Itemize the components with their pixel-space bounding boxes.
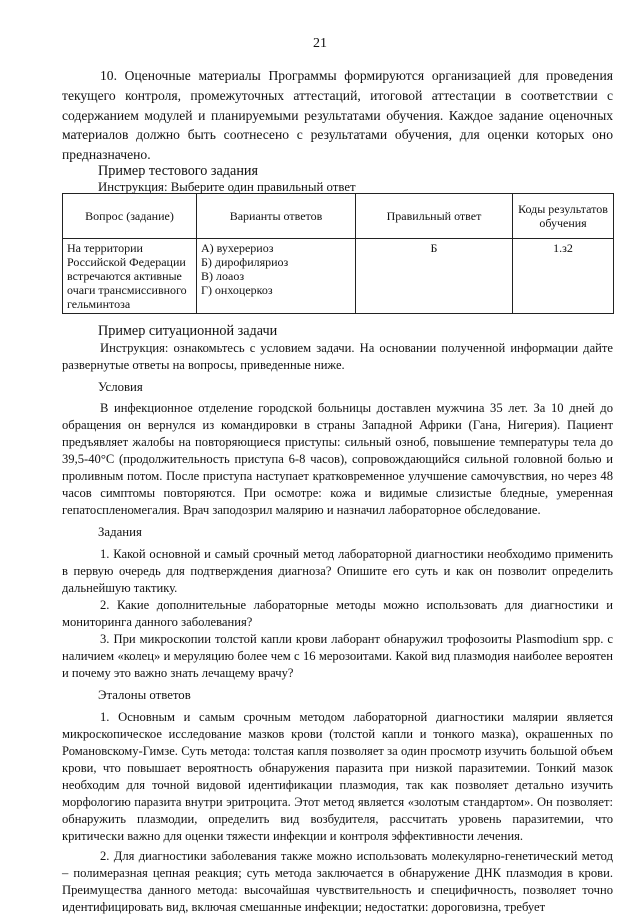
- conditions-heading: Условия: [98, 380, 143, 394]
- answers-heading: Эталоны ответов: [98, 688, 191, 702]
- question-cell: На территории Российской Федерации встречаются активные очаги трансмиссивного гельминтоза: [63, 239, 197, 314]
- answer-1: 1. Основным и самым срочным методом лабораторной диагностики малярии является микроскопическое исследование мазков крови (толстой капли и тонкого мазка), окрашенных по Романовскому-Гимзе. Суть метода: толстая капля позволяет за один просмотр изучить большой объем крови, что повышает вероятность обнаружения паразита при низкой паразитемии. Тонкий мазок необходим для точной видовой идентификации плазмодия, так как позволяет детально изучить морфологию паразита внутри эритроцита. Этот метод является «золотым стандартом». Он позволяет: обнаружить плазмодии, определить вид возбудителя, рассчитать уровень паразитемии, что критически важно для оценки тяжести инфекции и контроля эффективности лечения.: [62, 710, 613, 843]
- intro-paragraph: 10. Оценочные материалы Программы формируются организацией для проведения текущего контроля, промежуточных аттестаций, итоговой аттестации в соответствии с содержанием модулей и планируемыми результатами обучения. Каждое задание оценочных материалов должно быть соотнесено с результатами обучения, для оценки которых оно предназначено.: [62, 68, 613, 163]
- correct-answer-cell: Б: [356, 239, 513, 314]
- option-a: А) вухерериоз: [201, 241, 274, 255]
- test-example-section: [0, 163, 640, 195]
- answer-2: 2. Для диагностики заболевания также можно использовать молекулярно-генетический метод – полимеразная цепная реакция; суть метода заключается в обнаружение ДНК плазмодия в крови. Преимущества данного метода: высочайшая чувствительность и специфичность, позволяет точно идентифицировать вид, включая смешанные инфекции; недостатки: дороговизна, требует: [62, 849, 613, 914]
- option-d: Г) онхоцеркоз: [201, 283, 273, 297]
- page-number: 21: [313, 36, 327, 51]
- test-example-heading: Пример тестового задания: [98, 163, 259, 179]
- test-table: [62, 193, 614, 314]
- tasks-heading: Задания: [98, 525, 142, 539]
- result-code-cell: 1.з2: [513, 239, 614, 314]
- test-example-instruction: Инструкция: Выберите один правильный ответ: [98, 180, 356, 194]
- header-options: Варианты ответов: [197, 194, 356, 239]
- situational-heading: Пример ситуационной задачи: [98, 323, 278, 339]
- table-header-row: [63, 194, 614, 239]
- options-cell: [197, 239, 356, 314]
- situational-instruction: Инструкция: ознакомьтесь с условием задачи. На основании полученной информации дайте развернутые ответы на вопросы, приведенные ниже.: [62, 341, 613, 372]
- header-question: Вопрос (задание): [63, 194, 197, 239]
- option-c: В) лоаоз: [201, 269, 245, 283]
- task-1: 1. Какой основной и самый срочный метод лабораторной диагностики необходимо применить в первую очередь для подтверждения диагноза? Опишите его суть и как он позволит определить дальнейшую тактику.: [62, 547, 613, 595]
- intro-block: [0, 66, 640, 165]
- header-result-codes: Коды результатов обучения: [513, 194, 614, 239]
- situational-section: [0, 323, 640, 916]
- conditions-text: В инфекционное отделение городской больницы доставлен мужчина 35 лет. За 10 дней до обращения он вернулся из командировки в страны Западной Африки (Гана, Нигерия). Пациент предъявляет жалобы на повторяющиеся приступы: сильный озноб, повышение температуры тела до 39,5-40°C (продолжительность приступа 6-8 часов), сопровождающийся сильной головной болью и проливным потом. После приступа наступает кратковременное улучшение самочувствия, но через 48 часов симптомы повторяются. При осмотре: кожа и видимые слизистые бледные, умеренная гепатоспленомегалия. Врач заподозрил малярию и назначил лабораторное обследование.: [62, 401, 613, 517]
- table-row: [63, 239, 614, 314]
- task-3: 3. При микроскопии толстой капли крови лаборант обнаружил трофозоиты Plasmodium spp. с наличием «колец» и меруляцию более чем с 16 мерозоитами. Какой вид плазмодия наиболее вероятен и почему это важно знать лечащему врачу?: [62, 632, 613, 680]
- header-correct-answer: Правильный ответ: [356, 194, 513, 239]
- task-2: 2. Какие дополнительные лабораторные методы можно использовать для диагностики и мониторинга данного заболевания?: [62, 598, 613, 629]
- option-b: Б) дирофиляриоз: [201, 255, 289, 269]
